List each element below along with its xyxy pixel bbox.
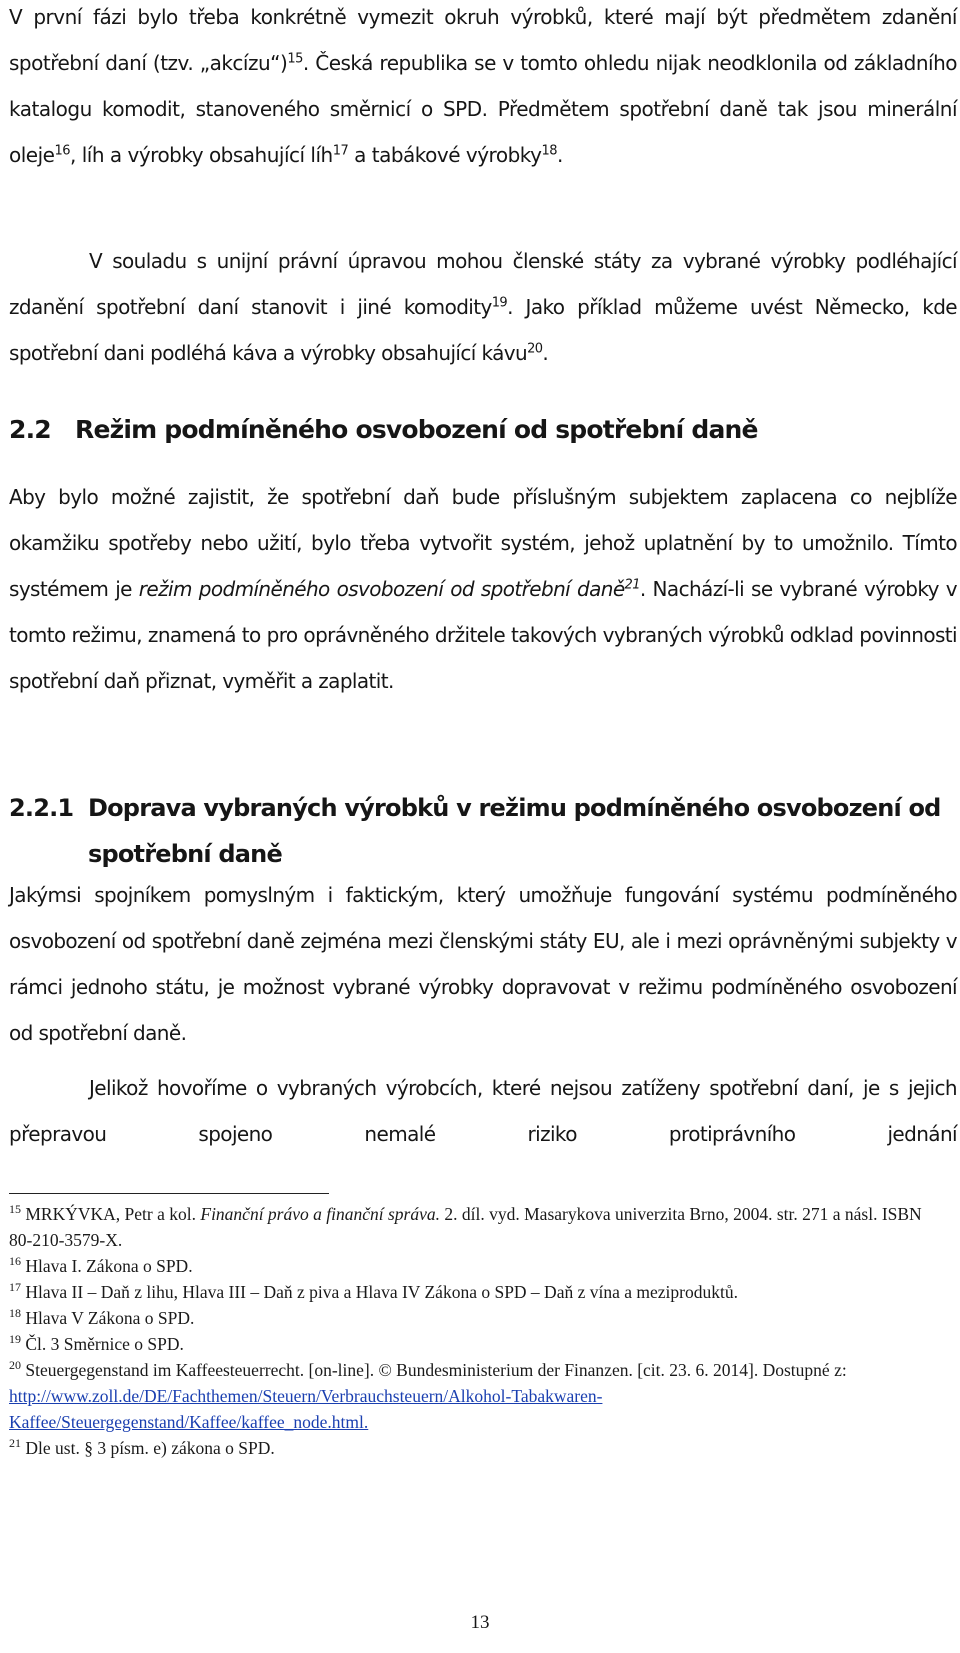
footnote-20 bbox=[9, 1357, 949, 1435]
emphasis-term: režim podmíněného osvobození od spotřební daně bbox=[138, 577, 625, 601]
section-title: Doprava vybraných výrobků v režimu podmíněného osvobození od spotřební daně bbox=[88, 794, 941, 868]
section-number: 2.2.1 bbox=[9, 794, 74, 822]
footnote-link[interactable]: http://www.zoll.de/DE/Fachthemen/Steuern/Verbrauchsteuern/Alkohol-Tabakwaren-Kaffee/Steuergegenstand/Kaffee/kaffee_node.html. bbox=[9, 1386, 603, 1432]
footnote-number: 19 bbox=[9, 1332, 21, 1347]
paragraph-text: . Česká republika se v tomto ohledu nijak neodklonila od základního katalogu komodit, stanoveného směrnicí o SPD. Předmětem spotřební daně tak jsou minerální oleje bbox=[9, 51, 957, 167]
paragraph-text: a tabákové výrobky bbox=[348, 143, 542, 167]
paragraph-risk: Jelikož hovoříme o vybraných výrobcích, které nejsou zatíženy spotřební daní, je s jejich přepravou spojeno nemalé riziko protiprávního jednání bbox=[9, 1076, 957, 1146]
paragraph-text: Aby bylo možné zajistit, že spotřební daň bude příslušným subjektem zaplacena co nejblíže okamžiku spotřeby nebo užití, bylo třeba vytvořit systém, jehož uplatnění by to umožnilo. Tímto systémem je bbox=[9, 485, 957, 601]
footnote-17 bbox=[9, 1279, 949, 1305]
footnote-ref-17[interactable]: 17 bbox=[332, 143, 349, 159]
footnote-divider bbox=[9, 1193, 329, 1194]
paragraph-text: . Nachází-li se vybrané výrobky v tomto režimu, znamená to pro oprávněného držitele takových vybraných výrobků odklad povinnosti spotřební daň přiznat, vyměřit a zaplatit. bbox=[9, 577, 958, 693]
footnote-text: Steuergegenstand im Kaffeesteuerrecht. [on-line]. © Bundesministerium der Finanzen. [cit. 23. 6. 2014]. Dostupné z: bbox=[21, 1360, 847, 1380]
footnote-18 bbox=[9, 1305, 949, 1331]
footnotes bbox=[9, 1201, 949, 1461]
paragraph-text: . bbox=[557, 143, 563, 167]
footnote-15 bbox=[9, 1201, 949, 1253]
footnote-text: 2. díl. vyd. Masarykova univerzita Brno, 2004. str. 271 a násl. ISBN 80-210-3579-X. bbox=[9, 1204, 922, 1250]
footnote-text: Čl. 3 Směrnice o SPD. bbox=[21, 1334, 184, 1354]
section-title: Režim podmíněného osvobození od spotřební daně bbox=[75, 415, 758, 444]
footnote-ref-18[interactable]: 18 bbox=[541, 143, 558, 159]
page-number: 13 bbox=[470, 1612, 490, 1633]
footnote-ref-19[interactable]: 19 bbox=[491, 295, 508, 311]
paragraph-text: V první fázi bylo třeba konkrétně vymezit okruh výrobků, které mají být předmětem zdanění spotřební daní (tzv. „akcízu“) bbox=[9, 5, 957, 75]
paragraph-member-states bbox=[9, 238, 957, 376]
paragraph-text: , líh a výrobky obsahující líh bbox=[70, 143, 333, 167]
footnote-ref-21[interactable]: 21 bbox=[624, 577, 640, 593]
footnote-number: 17 bbox=[9, 1280, 21, 1295]
footnote-ref-15[interactable]: 15 bbox=[287, 51, 303, 67]
footnote-21 bbox=[9, 1435, 949, 1461]
paragraph-excise-scope bbox=[9, 0, 957, 178]
footnote-16 bbox=[9, 1253, 949, 1279]
footnote-number: 18 bbox=[9, 1306, 21, 1321]
paragraph-transport: Jakýmsi spojníkem pomyslným i faktickým, který umožňuje fungování systému podmíněného osvobození od spotřební daně zejména mezi členskými státy EU, ale i mezi oprávněnými subjekty v rámci jednoho státu, je možnost vybrané výrobky dopravovat v režimu podmíněného osvobození od spotřební daně. bbox=[9, 883, 957, 1045]
footnote-text: MRKÝVKA, Petr a kol. bbox=[21, 1204, 201, 1224]
footnote-number: 20 bbox=[9, 1358, 21, 1373]
paragraph-text: . Jako příklad můžeme uvést Německo, kde spotřební dani podléhá káva a výrobky obsahující kávu bbox=[9, 295, 957, 365]
footnote-ref-16[interactable]: 16 bbox=[54, 143, 71, 159]
footnote-text: Hlava II – Daň z lihu, Hlava III – Daň z piva a Hlava IV Zákona o SPD – Daň z vína a meziproduktů. bbox=[21, 1282, 738, 1302]
footnote-19 bbox=[9, 1331, 949, 1357]
paragraph-text: . bbox=[542, 341, 549, 365]
section-number: 2.2 bbox=[9, 415, 51, 444]
footnote-text: Hlava I. Zákona o SPD. bbox=[21, 1256, 193, 1276]
footnote-text: Dle ust. § 3 písm. e) zákona o SPD. bbox=[21, 1438, 275, 1458]
section-heading-2-2 bbox=[9, 412, 758, 448]
footnote-number: 16 bbox=[9, 1254, 21, 1269]
paragraph-text: V souladu s unijní právní úpravou mohou členské státy za vybrané výrobky podléhající zdanění spotřební daní stanovit i jiné komodity bbox=[9, 249, 957, 319]
footnote-number: 21 bbox=[9, 1436, 21, 1451]
section-heading-2-2-1 bbox=[9, 785, 949, 877]
paragraph-suspension-regime bbox=[9, 474, 957, 704]
footnote-italic-title: Finanční právo a finanční správa. bbox=[200, 1204, 441, 1224]
footnote-number: 15 bbox=[9, 1202, 21, 1217]
footnote-text: Hlava V Zákona o SPD. bbox=[21, 1308, 195, 1328]
footnote-ref-20[interactable]: 20 bbox=[527, 341, 543, 357]
